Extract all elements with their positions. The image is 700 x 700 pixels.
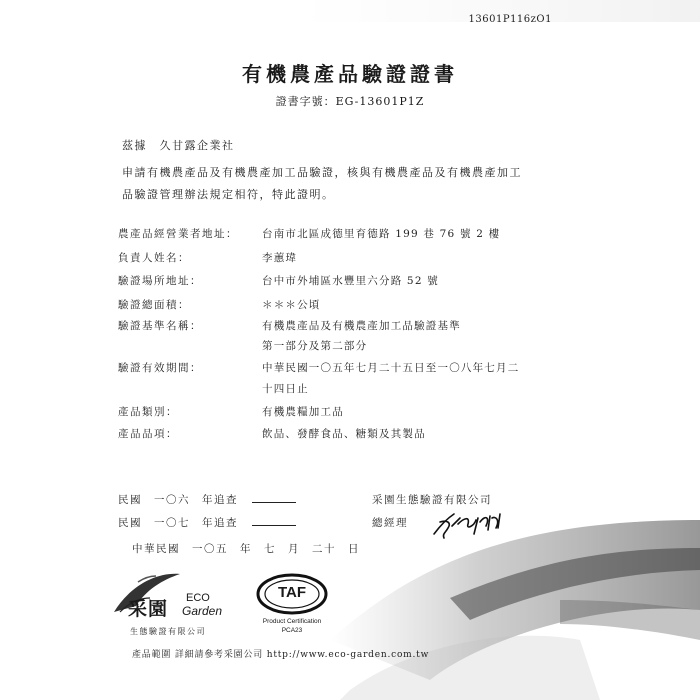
taf-line-1: Product Certification bbox=[262, 618, 322, 625]
intro-line-1: 申請有機農產品及有機農產加工品驗證，核與有機農產品及有機農產加工 bbox=[122, 166, 522, 179]
field-value-responsible: 李蕙瑋 bbox=[262, 252, 298, 264]
field-label-address: 農產品經營業者地址： bbox=[118, 228, 238, 240]
manager-label: 總經理 bbox=[372, 517, 408, 529]
intro-line-2: 品驗證管理辦法規定相符，特此證明。 bbox=[122, 188, 335, 201]
issue-date: 中華民國 一〇五 年 七 月 二十 日 bbox=[132, 543, 360, 555]
track-row-1 bbox=[118, 492, 296, 507]
field-value-category: 有機農糧加工品 bbox=[262, 406, 344, 418]
field-value-standard-cont: 第一部分及第二部分 bbox=[262, 340, 368, 352]
field-label-category: 產品類別： bbox=[118, 406, 178, 418]
field-value-area: ＊＊＊公頃 bbox=[262, 299, 321, 311]
track-line-2 bbox=[252, 517, 296, 526]
taf-accreditation-logo bbox=[254, 572, 330, 640]
track-row-2-label: 民國 一〇七 年追查 bbox=[118, 517, 238, 529]
field-label-standard: 驗證基準名稱： bbox=[118, 320, 202, 332]
field-value-items: 飲品、發酵食品、糖類及其製品 bbox=[262, 428, 426, 440]
reference-number: 13601P116zO1 bbox=[468, 14, 552, 25]
field-label-items: 產品品項： bbox=[118, 428, 178, 440]
eco-garden-logo bbox=[110, 568, 250, 640]
logo-eco-text: ECO bbox=[186, 592, 210, 604]
footer-note: 產品範圍 詳細請參考采園公司 http://www.eco-garden.com.tw bbox=[132, 650, 430, 660]
field-label-site-address: 驗證場所地址： bbox=[118, 275, 202, 287]
taf-line-2: PCA23 bbox=[281, 627, 303, 634]
taf-mark-text: TAF bbox=[277, 584, 307, 601]
logo-sub-text: 生態驗證有限公司 bbox=[130, 627, 206, 636]
track-row-1-label: 民國 一〇六 年追查 bbox=[118, 494, 238, 506]
certificate-title: 有機農產品驗證證書 bbox=[242, 62, 458, 86]
applicant-line: 茲據 久甘露企業社 bbox=[122, 139, 235, 152]
field-label-validity: 驗證有效期間： bbox=[118, 362, 202, 374]
field-value-site-address: 台中市外埔區水豐里六分路 52 號 bbox=[262, 275, 439, 287]
logo-garden-text: Garden bbox=[182, 604, 223, 618]
certificate-number: 證書字號：EG-13601P1Z bbox=[275, 95, 425, 108]
field-value-address: 台南市北區成德里育德路 199 巷 76 號 2 樓 bbox=[262, 228, 501, 240]
issuer-org: 采園生態驗證有限公司 bbox=[372, 494, 492, 506]
field-value-standard: 有機農產品及有機農產加工品驗證基準 bbox=[262, 320, 461, 332]
track-line-1 bbox=[252, 494, 296, 503]
track-row-2 bbox=[118, 515, 296, 530]
handwritten-signature bbox=[430, 504, 530, 544]
field-label-area: 驗證總面積： bbox=[118, 299, 190, 311]
field-label-responsible: 負責人姓名： bbox=[118, 252, 190, 264]
field-value-validity: 中華民國一〇五年七月二十五日至一〇八年七月二 bbox=[262, 362, 520, 374]
field-value-validity-cont: 十四日止 bbox=[262, 383, 309, 395]
logo-main-text: 采園 bbox=[128, 598, 169, 620]
